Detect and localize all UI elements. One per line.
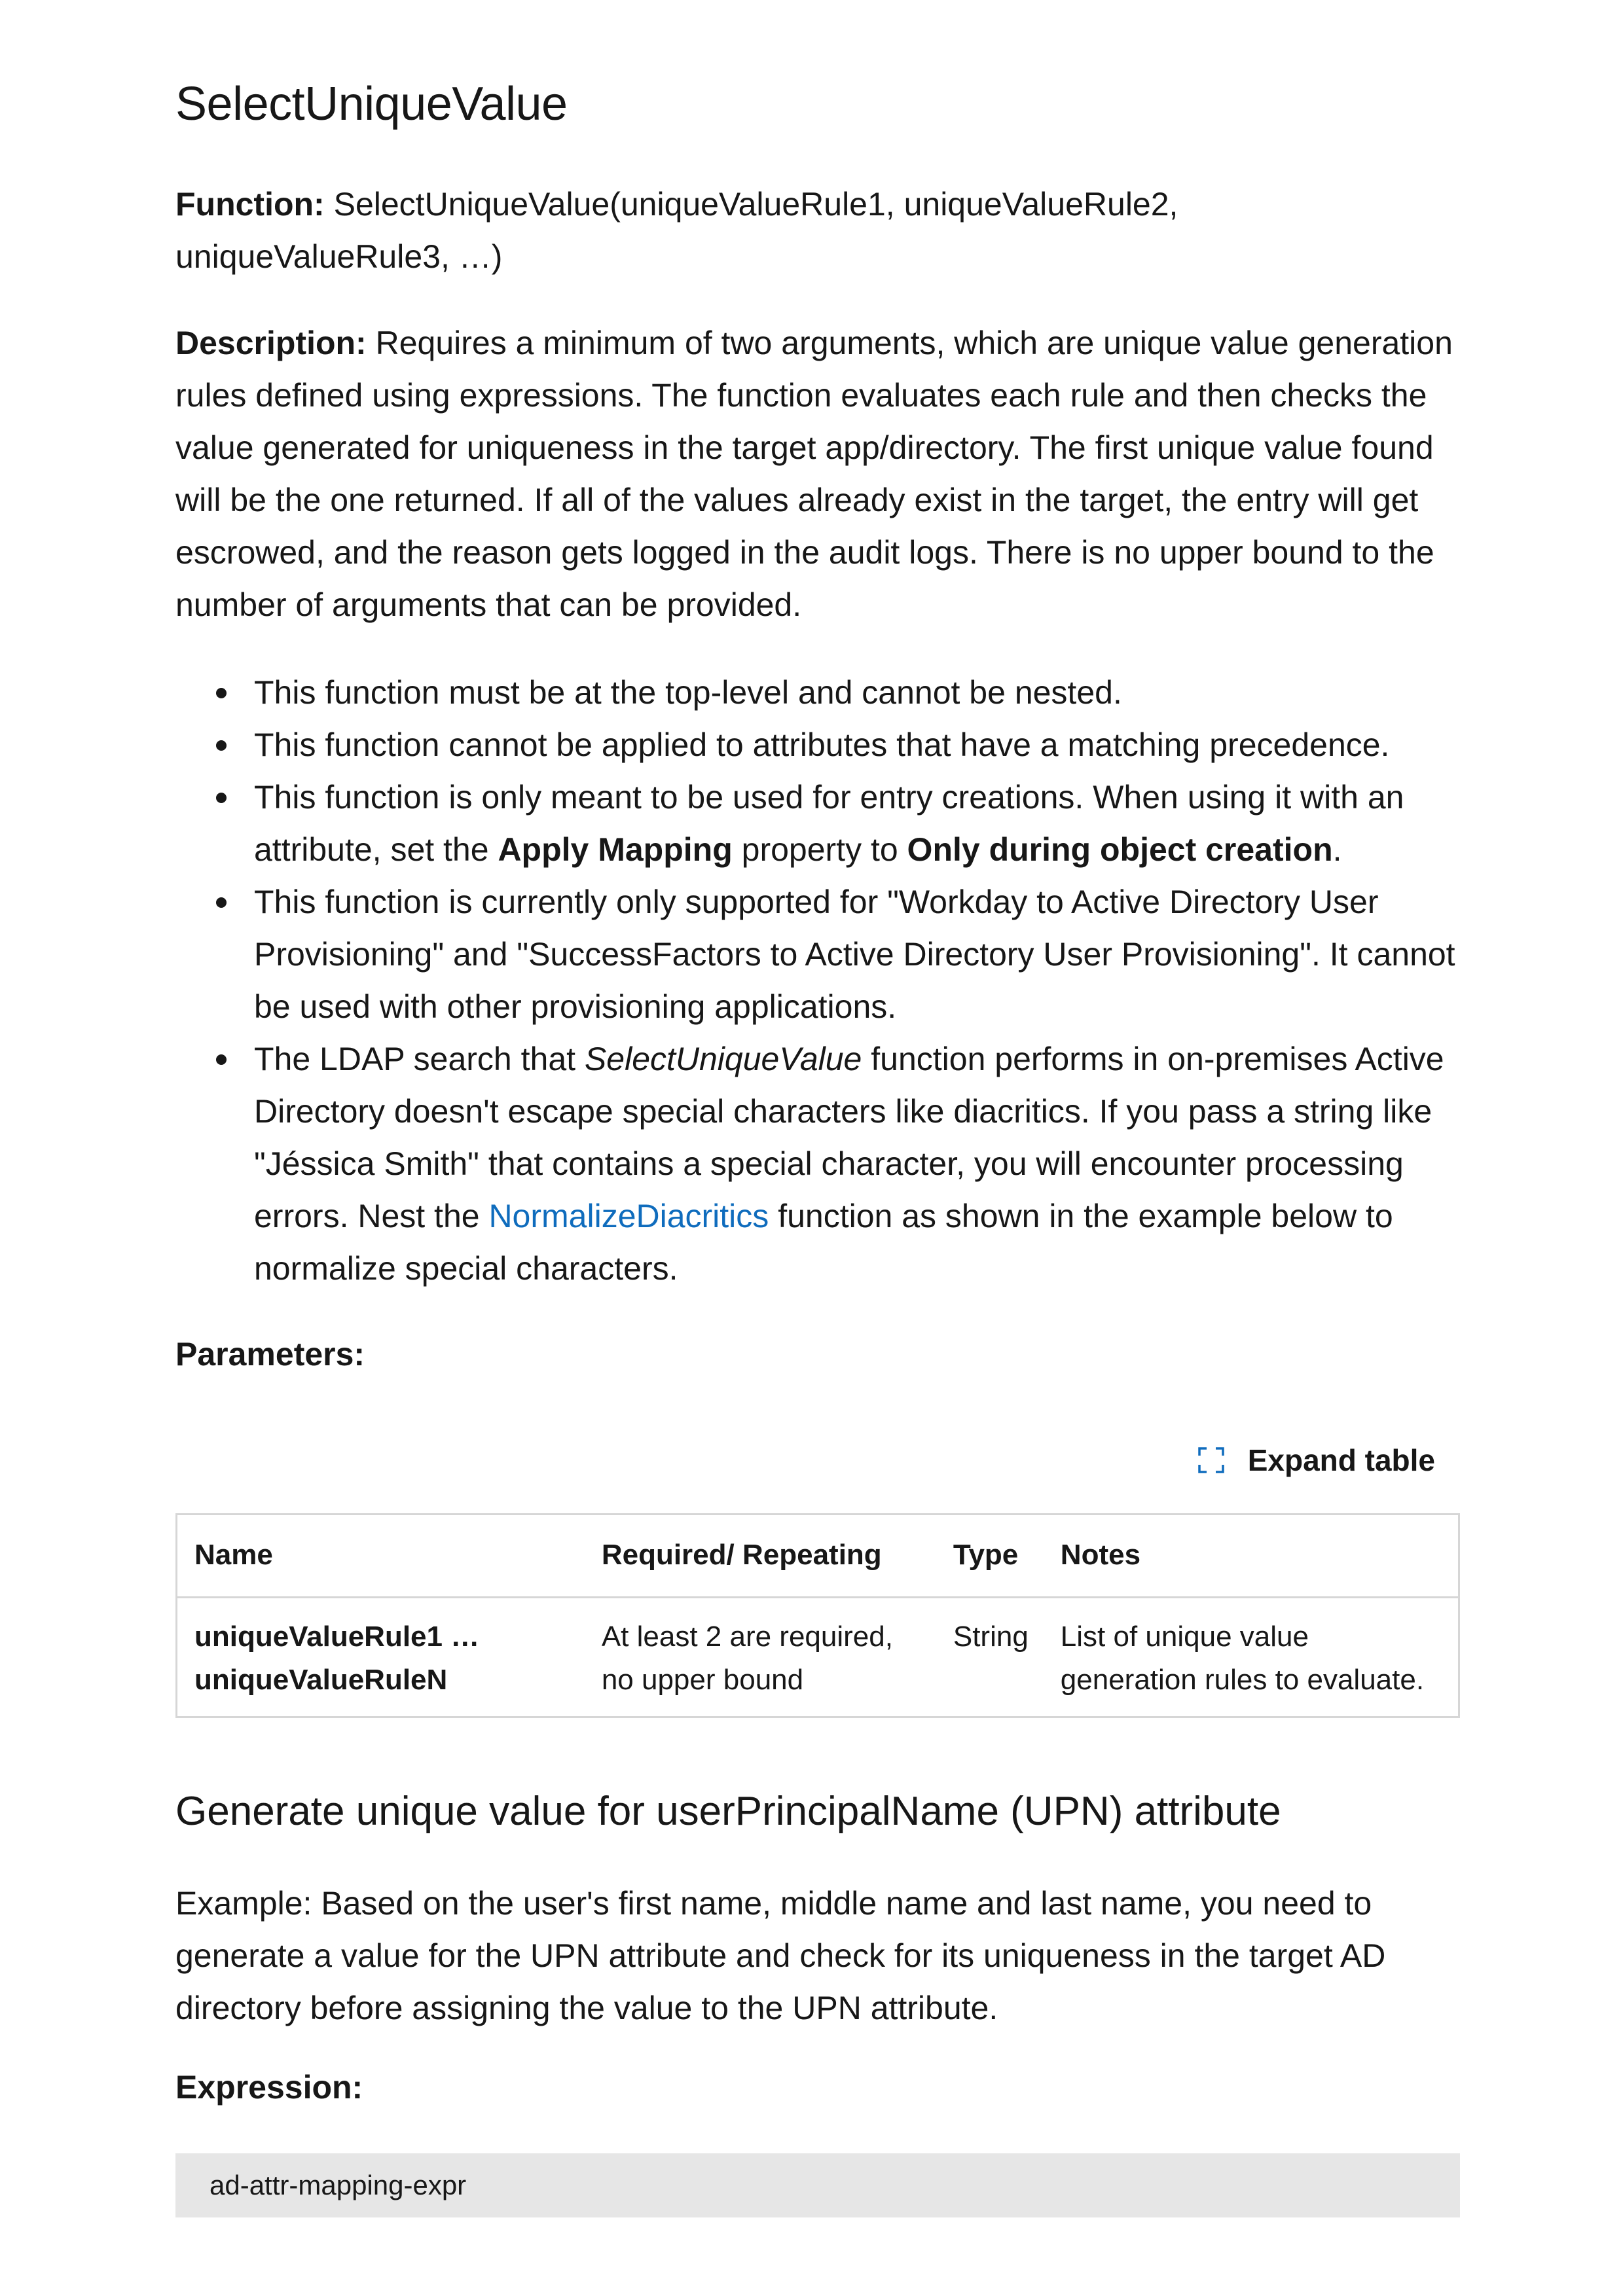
list-item-text: The LDAP search that — [254, 1041, 585, 1077]
apply-mapping-term: Apply Mapping — [498, 831, 733, 868]
cell-required — [585, 1598, 936, 1717]
bullet-dot-icon — [216, 740, 227, 751]
cell-notes-line: List of unique value — [1060, 1621, 1309, 1653]
header-required: Required/ Repeating — [585, 1515, 936, 1598]
page-title: SelectUniqueValue — [175, 78, 568, 130]
header-name: Name — [177, 1515, 585, 1598]
bullet-dot-icon — [216, 897, 227, 908]
normalize-diacritics-link[interactable]: NormalizeDiacritics — [488, 1198, 769, 1234]
list-item-text: This function must be at the top-level and cannot be nested. — [254, 674, 1122, 711]
example-paragraph: Example: Based on the user's first name, middle name and last name, you need to generate a value for the UPN attribute and check for its uniqueness in the target AD directory before assigning the value to the UPN attribute. — [175, 1885, 1386, 2026]
list-item — [254, 876, 1460, 1033]
function-text: SelectUniqueValue(uniqueValueRule1, uniqueValueRule2, uniqueValueRule3, …) — [175, 186, 1178, 275]
description-label: Description: — [175, 325, 367, 361]
list-item-text: This function is currently only supported for "Workday to Active Directory User Provisioning" and "SuccessFactors to Active Directory User Provisioning". It cannot be used with other provisioning applications. — [254, 884, 1455, 1025]
expand-table-label: Expand table — [1247, 1443, 1435, 1477]
expression-heading: Expression: — [175, 2069, 363, 2106]
bullet-dot-icon — [216, 1054, 227, 1065]
bullet-dot-icon — [216, 793, 227, 803]
list-item — [254, 719, 1460, 771]
cell-name-line: uniqueValueRule1 … — [194, 1621, 480, 1653]
code-language-label: ad-attr-mapping-expr — [210, 2170, 467, 2200]
list-item — [254, 666, 1460, 719]
parameters-table — [175, 1513, 1460, 1718]
function-signature — [175, 178, 1460, 283]
expand-icon — [1198, 1447, 1224, 1473]
header-notes: Notes — [1044, 1515, 1459, 1598]
cell-required-line: At least 2 are required, — [601, 1621, 893, 1653]
table-header-row — [177, 1515, 1459, 1598]
cell-notes — [1044, 1598, 1459, 1717]
function-label: Function: — [175, 186, 325, 223]
list-item — [254, 1033, 1460, 1295]
code-block-header — [175, 2153, 1460, 2217]
list-item-text: This function cannot be applied to attributes that have a matching precedence. — [254, 726, 1390, 763]
header-type: Type — [936, 1515, 1044, 1598]
notes-list — [175, 666, 1460, 1295]
list-item-text: This function is only meant to be used for entry creations. When using it with an attribute, set the — [254, 779, 1404, 868]
description — [175, 317, 1460, 631]
cell-name-line: uniqueValueRuleN — [194, 1664, 448, 1696]
cell-required-line: no upper bound — [601, 1664, 804, 1696]
table-row — [177, 1598, 1459, 1717]
cell-name — [177, 1598, 585, 1717]
expand-table-button[interactable] — [1198, 1443, 1435, 1478]
list-item-text: . — [1332, 831, 1342, 868]
list-item — [254, 771, 1460, 876]
parameters-heading: Parameters: — [175, 1336, 365, 1372]
list-item-text: property to — [732, 831, 907, 868]
list-item-text: function performs in on-premises Active Directory doesn't escape special characters like diacritics. If you pass a string like "Jéssica Smith" that contains a special character, you will encounter processing errors. Nest the — [254, 1041, 1444, 1234]
list-item-text: function as shown in the example below to normalize special characters. — [254, 1198, 1393, 1287]
cell-notes-line: generation rules to evaluate. — [1060, 1664, 1425, 1696]
section-heading: Generate unique value for userPrincipalName (UPN) attribute — [175, 1789, 1281, 1834]
description-text: Requires a minimum of two arguments, which are unique value generation rules defined using expressions. The function evaluates each rule and then checks the value generated for uniqueness in the target app/directory. The first unique value found will be the one returned. If all of the values already exist in the target, the entry will get escrowed, and the reason gets logged in the audit logs. There is no upper bound to the number of arguments that can be provided. — [175, 325, 1453, 623]
cell-type: String — [953, 1621, 1029, 1653]
function-name-italic: SelectUniqueValue — [584, 1041, 862, 1077]
only-during-creation-term: Only during object creation — [907, 831, 1333, 868]
bullet-dot-icon — [216, 688, 227, 698]
